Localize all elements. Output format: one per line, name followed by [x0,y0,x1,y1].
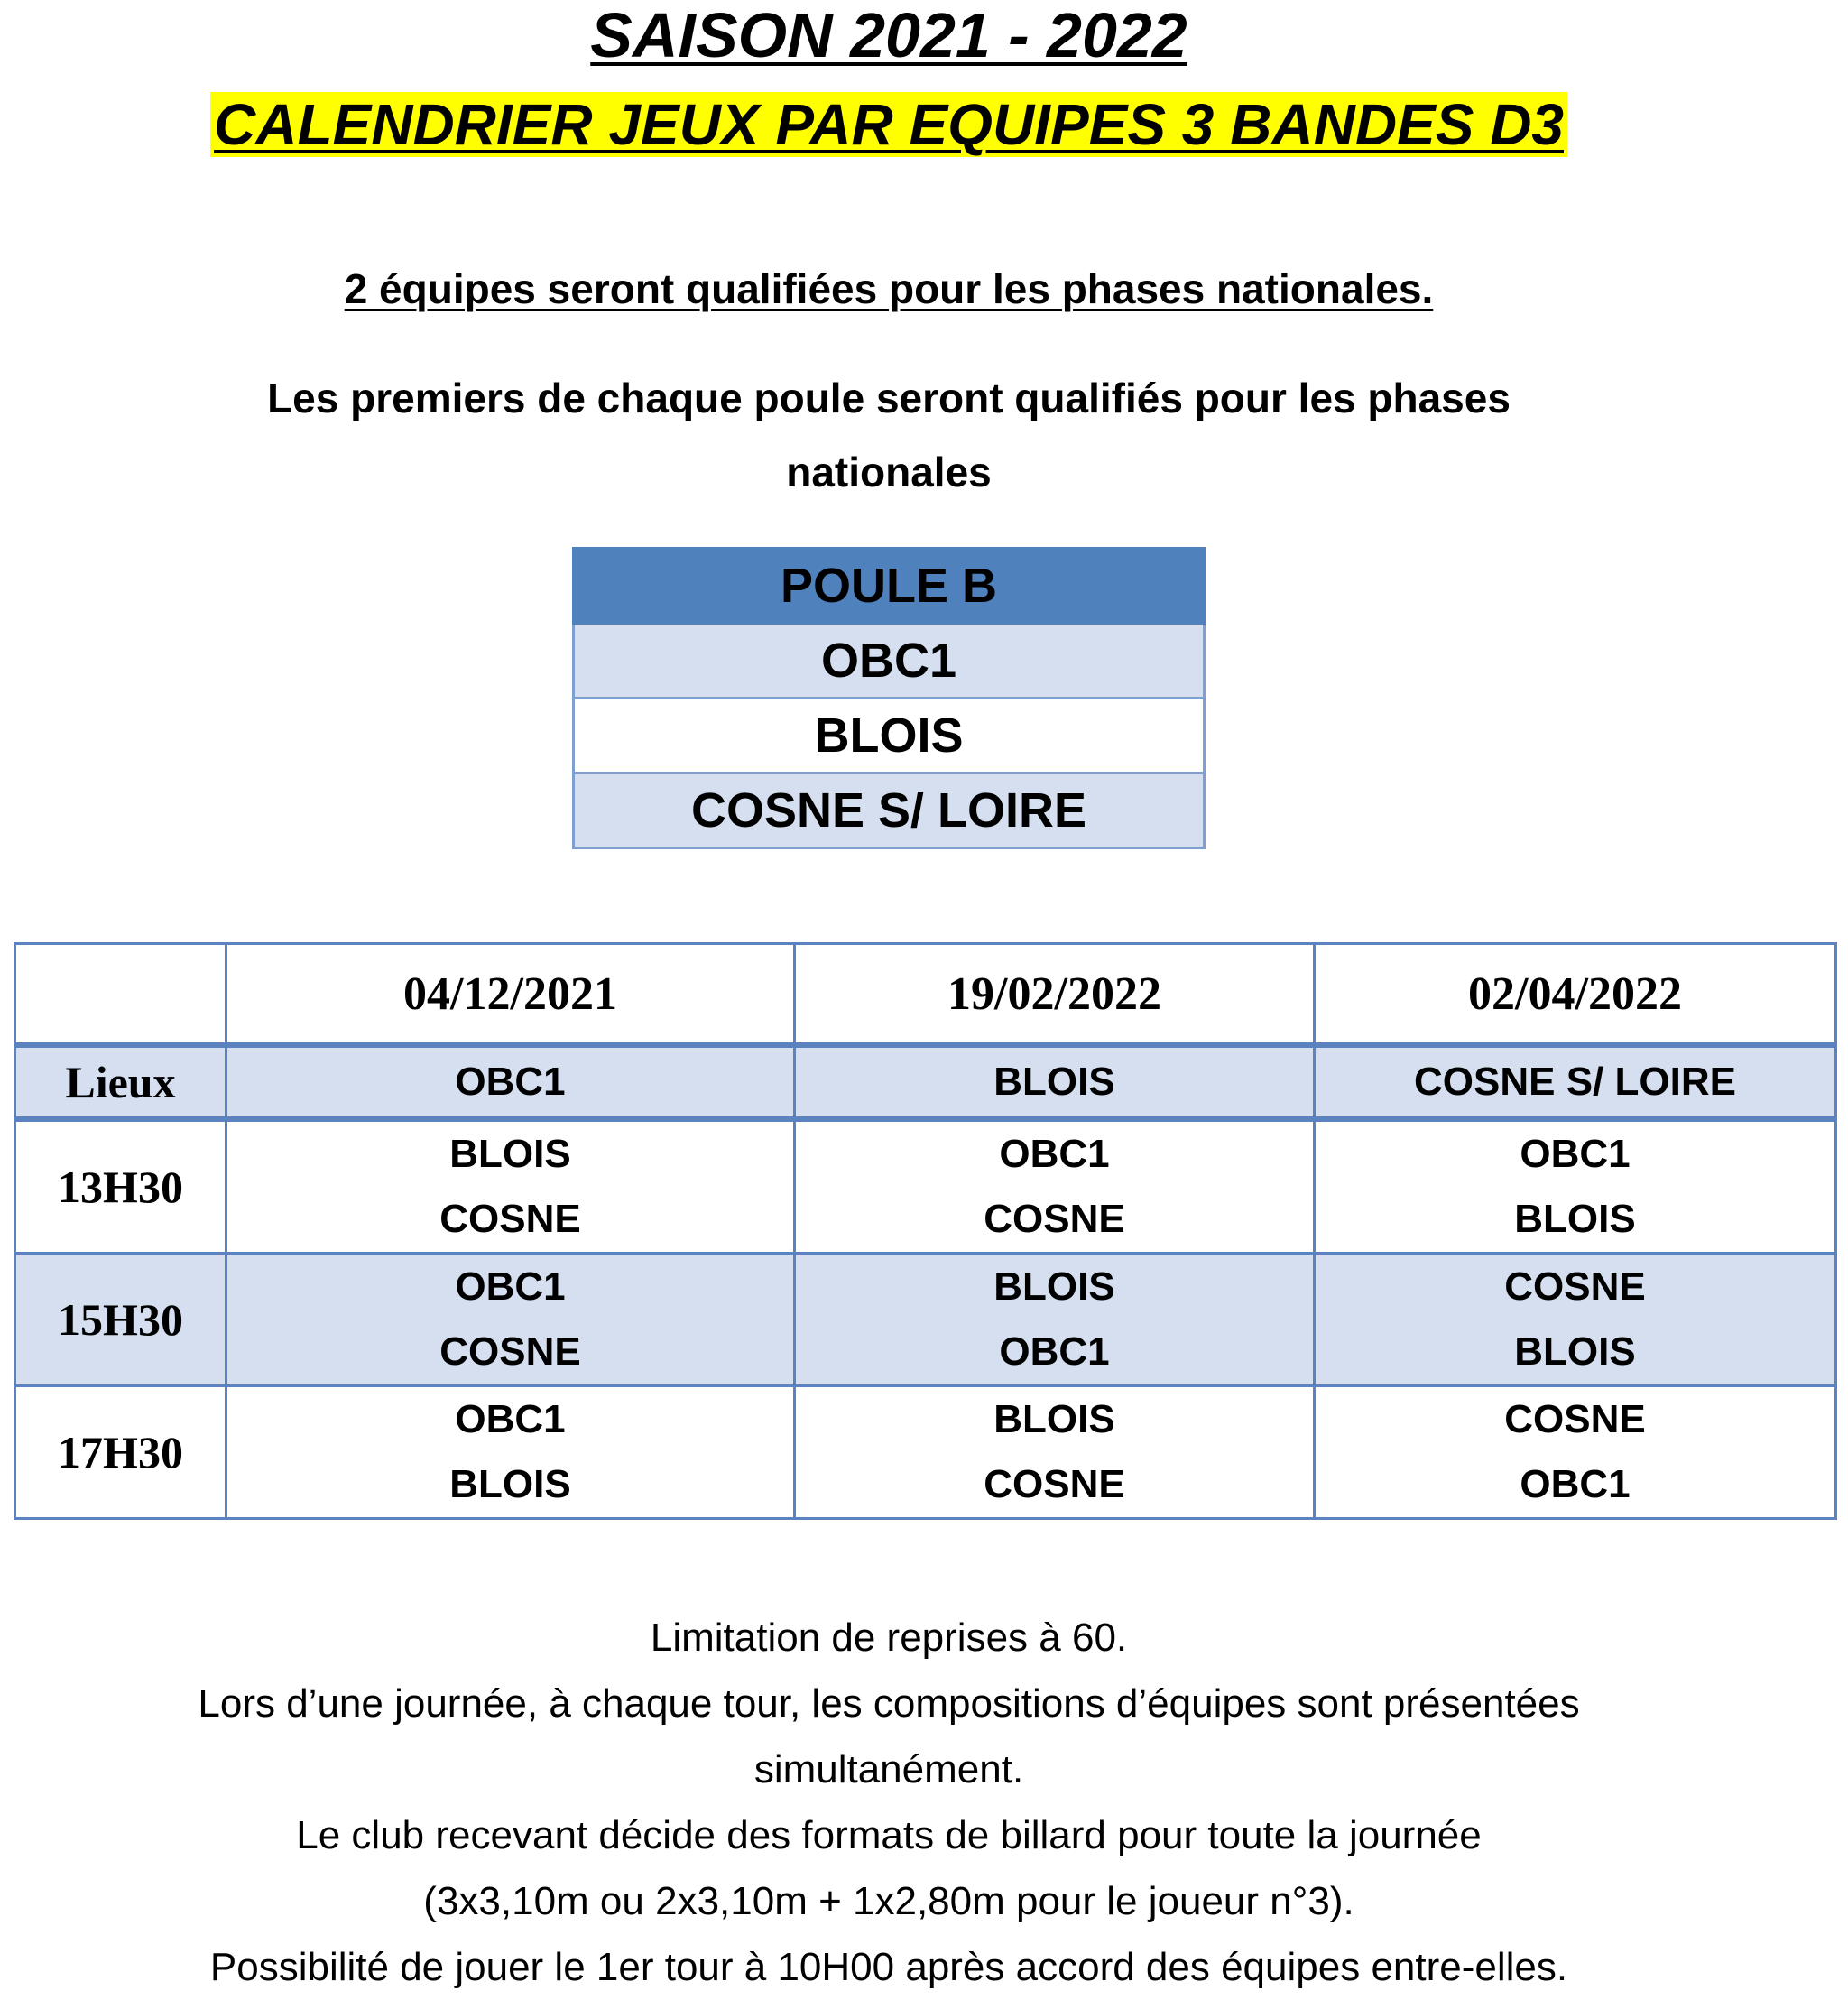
schedule-table [14,942,1837,1520]
match-cell [1315,1119,1836,1254]
team-away: BLOIS [1514,1329,1636,1374]
poule-team: COSNE S/ LOIRE [574,773,1205,848]
team-home: BLOIS [993,1264,1115,1309]
note-line: Possibilité de jouer le 1er tour à 10H00 après accord des équipes entre-elles. [209,1945,1568,1989]
match-cell [226,1119,795,1254]
time-label: 17H30 [15,1386,226,1519]
season-title: SAISON 2021 - 2022 [590,0,1187,70]
note-line: Le club recevant décide des formats de billard pour toute la journée [296,1813,1482,1857]
time-slot-row [15,1119,1836,1254]
poule-team: OBC1 [574,624,1205,699]
calendar-title: CALENDRIER JEUX PAR EQUIPES 3 BANDES D3 [0,87,1778,162]
poule-winners-note: Les premiers de chaque poule seront qualifiés pour les phases nationales [267,375,1511,495]
match-cell [226,1254,795,1386]
team-away: COSNE [439,1197,581,1241]
rules-notes [0,1605,1778,2000]
team-away: OBC1 [1520,1462,1631,1506]
note-line: Lors d’une journée, à chaque tour, les compositions d’équipes sont présentées [198,1681,1580,1726]
match-cell [795,1254,1315,1386]
date-header: 19/02/2022 [795,944,1315,1046]
poule-table [572,547,1206,849]
match-cell [226,1386,795,1519]
team-home: COSNE [1504,1264,1646,1309]
venue-cell: BLOIS [795,1045,1315,1119]
note-line: Limitation de reprises à 60. [650,1616,1128,1660]
team-home: BLOIS [993,1397,1115,1441]
team-away: COSNE [984,1197,1125,1241]
time-slot-row [15,1386,1836,1519]
poule-title: POULE B [574,549,1205,624]
note-line: (3x3,10m ou 2x3,10m + 1x2,80m pour le joueur n°3). [423,1879,1354,1923]
team-home: COSNE [1504,1397,1646,1441]
match-cell [795,1119,1315,1254]
team-away: BLOIS [1514,1197,1636,1241]
match-cell [795,1386,1315,1519]
date-header: 04/12/2021 [226,944,795,1046]
team-away: COSNE [439,1329,581,1374]
match-cell [1315,1254,1836,1386]
team-away: BLOIS [449,1462,571,1506]
dates-row [15,944,1836,1046]
time-label: 13H30 [15,1119,226,1254]
corner-cell [15,944,226,1046]
team-home: OBC1 [455,1264,566,1309]
time-label: 15H30 [15,1254,226,1386]
note-line: simultanément. [753,1747,1024,1792]
team-away: COSNE [984,1462,1125,1506]
match-cell [1315,1386,1836,1519]
qualification-note: 2 équipes seront qualifiées pour les phases nationales. [344,265,1434,312]
poule-team: BLOIS [574,699,1205,773]
team-home: OBC1 [1520,1132,1631,1176]
team-home: OBC1 [455,1397,566,1441]
team-away: OBC1 [999,1329,1110,1374]
venues-row [15,1045,1836,1119]
venue-cell: COSNE S/ LOIRE [1315,1045,1836,1119]
venues-label: Lieux [15,1045,226,1119]
venue-cell: OBC1 [226,1045,795,1119]
team-home: BLOIS [449,1132,571,1176]
team-home: OBC1 [999,1132,1110,1176]
date-header: 02/04/2022 [1315,944,1836,1046]
time-slot-row [15,1254,1836,1386]
